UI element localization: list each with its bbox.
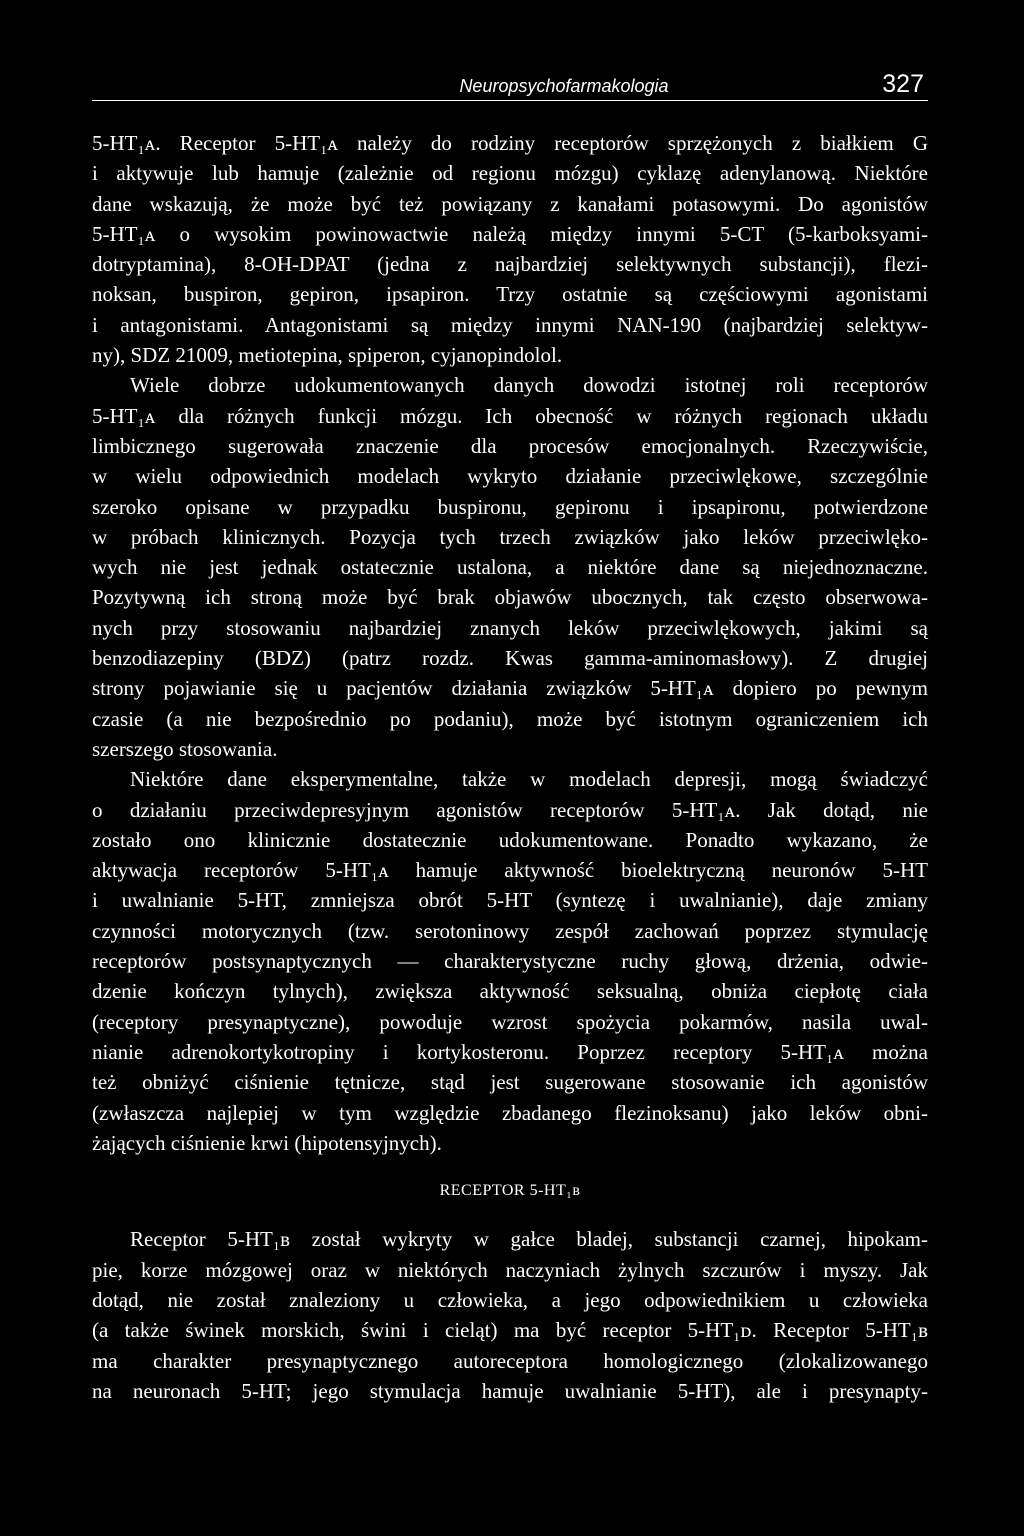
text-line: (zwłaszcza najlepiej w tym względzie zbadanego flezinoksanu) jako leków obni- [92, 1100, 928, 1125]
paragraph-4 [92, 1224, 928, 1406]
text-line: strony pojawianie się u pacjentów działania związków 5-HT₁ᴀ dopiero po pewnym [92, 676, 928, 701]
text-line: i aktywuje lub hamuje (zależnie od regionu mózgu) cyklazę adenylanową. Niektóre [92, 161, 928, 186]
text-line: o działaniu przeciwdepresyjnym agonistów receptorów 5-HT₁ᴀ. Jak dotąd, nie [92, 797, 928, 822]
text-line: dane wskazują, że może być też powiązany z kanałami potasowymi. Do agonistów [92, 191, 928, 216]
text-line: dotryptamina), 8-OH-DPAT (jedna z najbardziej selektywnych substancji), flezi- [92, 252, 928, 277]
paragraph-2 [92, 370, 928, 764]
text-line: nych przy stosowaniu najbardziej znanych leków przeciwlękowych, jakimi są [92, 615, 928, 640]
text-line: receptorów postsynaptycznych — charakterystyczne ruchy głową, drżenia, odwie- [92, 949, 928, 974]
text-line: szerszego stosowania. [92, 736, 278, 761]
text-line: 5-HT₁ᴀ dla różnych funkcji mózgu. Ich obecność w różnych regionach układu [92, 403, 928, 428]
text-line: Pozytywną ich stroną może być brak objawów ubocznych, tak często obserwowa- [92, 585, 928, 610]
text-line: zostało ono klinicznie dostatecznie udokumentowane. Ponadto wykazano, że [92, 827, 928, 852]
text-line: nianie adrenokortykotropiny i kortykosteronu. Poprzez receptory 5-HT₁ᴀ można [92, 1039, 928, 1064]
text-line: Wiele dobrze udokumentowanych danych dowodzi istotnej roli receptorów [130, 373, 928, 398]
text-line: w wielu odpowiednich modelach wykryto działanie przeciwlękowe, szczególnie [92, 464, 928, 489]
text-line: na neuronach 5-HT; jego stymulacja hamuje uwalnianie 5-HT), ale i presynapty- [92, 1378, 928, 1403]
paragraph-3 [92, 764, 928, 1158]
journal-title: Neuropsychofarmakologia [459, 76, 669, 96]
text-line: (receptory presynaptyczne), powoduje wzrost spożycia pokarmów, nasila uwal- [92, 1009, 928, 1034]
text-line: 5-HT₁ᴀ o wysokim powinowactwie należą między innymi 5-CT (5-karboksyami- [92, 221, 928, 246]
text-body [92, 128, 928, 1406]
text-line: też obniżyć ciśnienie tętnicze, stąd jest sugerowane stosowanie ich agonistów [92, 1070, 928, 1095]
text-line: w próbach klinicznych. Pozycja tych trzech związków jako leków przeciwlęko- [92, 524, 928, 549]
text-line: szeroko opisane w przypadku buspironu, gepironu i ipsapironu, potwierdzone [92, 494, 928, 519]
text-line: i uwalnianie 5-HT, zmniejsza obrót 5-HT (syntezę i uwalnianie), daje zmiany [92, 888, 928, 913]
section-spacer [92, 1158, 928, 1176]
text-line: dotąd, nie został znaleziony u człowieka, a jego odpowiednikiem u człowieka [92, 1287, 928, 1312]
text-line: ma charakter presynaptycznego autoreceptora homologicznego (zlokalizowanego [92, 1348, 928, 1373]
text-line: aktywacja receptorów 5-HT₁ᴀ hamuje aktywność bioelektryczną neuronów 5-HT [92, 858, 928, 883]
running-header [92, 66, 928, 101]
text-line: 5-HT₁ᴀ. Receptor 5-HT₁ᴀ należy do rodziny receptorów sprzężonych z białkiem G [92, 131, 928, 155]
section-spacer [92, 1206, 928, 1224]
text-line: czasie (a nie bezpośrednio po podaniu), może być istotnym ograniczeniem ich [92, 706, 928, 731]
text-line: noksan, buspiron, gepiron, ipsapiron. Trzy ostatnie są częściowymi agonistami [92, 282, 928, 307]
text-line: dzenie kończyn tylnych), zwiększa aktywność seksualną, obniża ciepłotę ciała [92, 979, 928, 1004]
text-line: limbicznego sugerowała znaczenie dla procesów emocjonalnych. Rzeczywiście, [92, 433, 928, 458]
text-line: czynności motorycznych (tzw. serotoninowy zespół zachowań poprzez stymulację [92, 918, 928, 943]
text-line: żających ciśnienie krwi (hipotensyjnych). [92, 1130, 442, 1155]
text-line: pie, korze mózgowej oraz w niektórych naczyniach żylnych szczurów i myszy. Jak [92, 1257, 928, 1282]
page-number: 327 [882, 70, 924, 98]
text-line: Niektóre dane eksperymentalne, także w modelach depresji, mogą świadczyć [130, 767, 928, 792]
paragraph-1 [92, 128, 928, 370]
text-line: wych nie jest jednak ostatecznie ustalona, a niektóre dane są niejednoznaczne. [92, 555, 928, 580]
text-line: ny), SDZ 21009, metiotepina, spiperon, cyjanopindolol. [92, 343, 563, 368]
text-line: i antagonistami. Antagonistami są między innymi NAN-190 (najbardziej selektyw- [92, 312, 928, 337]
text-line: benzodiazepiny (BDZ) (patrz rozdz. Kwas gamma-aminomasłowy). Z drugiej [92, 646, 928, 671]
section-heading: RECEPTOR 5-HT₁ʙ [439, 1182, 581, 1200]
text-line: Receptor 5-HT₁ʙ został wykryty w gałce bladej, substancji czarnej, hipokam- [130, 1227, 928, 1252]
text-line: (a także świnek morskich, świni i cieląt) ma być receptor 5-HT₁ᴅ. Receptor 5-HT₁ʙ [92, 1318, 928, 1343]
